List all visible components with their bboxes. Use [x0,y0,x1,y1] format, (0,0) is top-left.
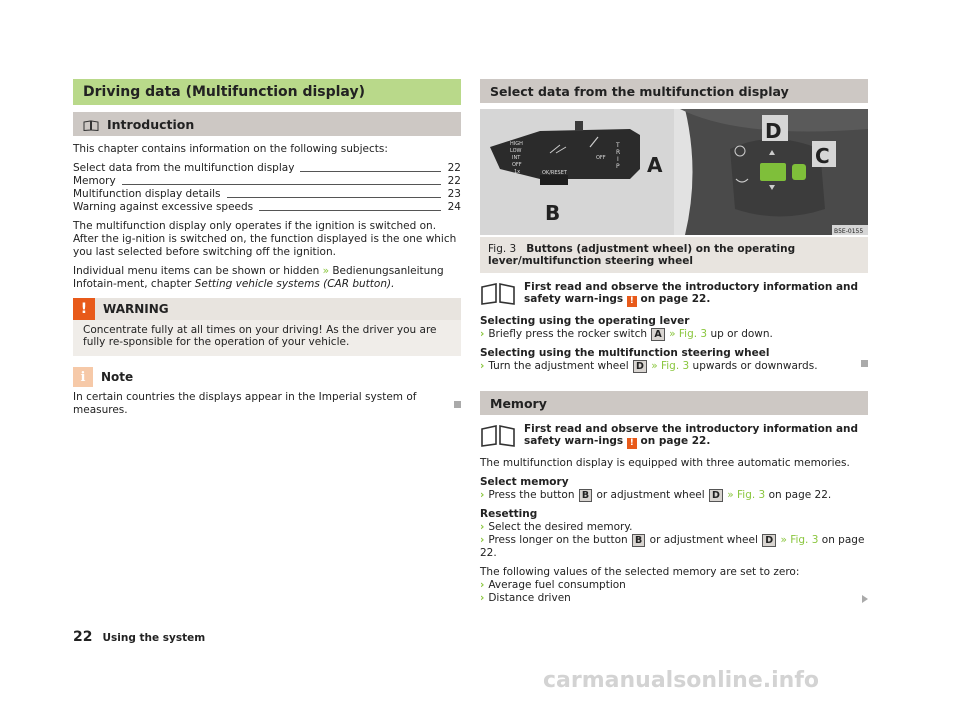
warning-icon: ! [73,298,95,320]
memory-title: Memory [480,391,868,415]
toc-item[interactable]: Multifunction display details 23 [73,188,461,200]
stalk-label: OFF [512,162,522,168]
figure-controls [480,109,868,235]
label-b: B [545,201,561,225]
mf-step: › Turn the adjustment wheel D » Fig. 3 upwards or downwards. [480,360,868,373]
note-header [73,366,461,388]
stalk-label: HIGH [510,141,523,147]
figure-caption: Fig. 3 Buttons (adjustment wheel) on the operating lever/multifunction steering wheel [480,237,868,273]
op-lever-step: › Briefly press the rocker switch A » Fig. 3 up or down. [480,328,773,340]
paragraph-menu-items: Individual menu items can be shown or hidden » Bedienungsanleitung Infotain-ment, chapter Setting vehicle systems (CAR button). [73,265,444,290]
page-number: 22 [73,629,93,645]
label-d: D [765,119,782,143]
intro-heading: Introduction [73,112,461,136]
stalk-label-off: OFF [596,155,606,161]
zero-item: › Distance driven [480,592,868,605]
stalk-label: INT [512,155,521,161]
fig-link[interactable]: » Fig. 3 [669,328,708,340]
toc-item[interactable]: Memory 22 [73,175,461,187]
paragraph-ignition: The multifunction display only operates if the ignition is switched on. After the ig-nition is switched on, the function displayed is the one which you last selected before switching off the ignition. [73,220,457,258]
resetting-heading: Resetting [480,508,538,520]
fig-link[interactable]: » Fig. 3 [780,534,819,546]
section-title: Select data from the multifunction display [480,79,868,103]
watermark: carmanualsonline.info [543,668,819,693]
select-memory-step: › Press the button B or adjustment wheel D » Fig. 3 on page 22. [480,489,832,501]
toc-list [73,162,461,214]
open-book-icon [480,281,516,305]
note-title: Note [101,370,134,384]
reference-link[interactable]: » [322,265,330,277]
figure-code: B5E-0155 [834,228,864,235]
key-b: B [579,489,592,502]
zero-item: › Average fuel consumption [480,579,626,591]
book-icon [83,119,99,130]
reset-step-1: › Select the desired memory. [480,521,633,533]
key-a: A [651,328,664,341]
footer-section: Using the system [102,632,206,644]
toc-item[interactable]: Select data from the multifunction display 22 [73,162,461,174]
left-column [73,79,461,417]
bullet-arrow-icon: › [480,328,485,340]
key-d: D [709,489,723,502]
warning-box-header [73,298,461,320]
memory-intro: The multifunction display is equipped with three automatic memories. [480,457,850,469]
stalk-label-okreset: OK/RESET [542,170,567,176]
stalk-label: LOW [510,148,522,154]
key-d: D [633,360,647,373]
warning-text: Concentrate fully at all times on your driving! As the driver you are fully re-sponsible for the operation of your vehicle. [73,320,461,356]
toc-item[interactable]: Warning against excessive speeds 24 [73,201,461,213]
label-c: C [815,144,830,168]
page-footer [73,629,205,645]
svg-text:T: T [616,142,620,149]
intro-text: This chapter contains information on the following subjects: [73,143,388,155]
op-lever-heading: Selecting using the operating lever [480,315,690,327]
bullet-arrow-icon: › [480,579,485,591]
key-d: D [762,534,776,547]
stalk-label: 1x [514,169,521,175]
section-end-icon [861,360,868,367]
warning-title: WARNING [103,302,169,316]
fig-link[interactable]: » Fig. 3 [727,489,766,501]
bullet-arrow-icon: › [480,521,485,533]
section-end-icon [454,401,461,408]
open-book-icon [480,423,516,447]
svg-text:R: R [616,149,621,156]
select-memory-heading: Select memory [480,476,569,488]
fig-link[interactable]: » Fig. 3 [651,360,690,372]
bullet-arrow-icon: › [480,592,485,604]
memory-read-first-notice: First read and observe the introductory information and safety warn-ings ! on page 22. [480,423,868,449]
figure-illustration [480,109,868,235]
svg-text:I: I [617,156,619,163]
mf-heading: Selecting using the multifunction steering wheel [480,347,770,359]
key-b: B [632,534,645,547]
right-column [480,79,868,605]
zero-intro: The following values of the selected memory are set to zero: [480,566,800,578]
warning-small-icon: ! [627,296,637,307]
label-a: A [647,153,663,177]
bullet-arrow-icon: › [480,360,485,372]
svg-text:P: P [616,163,620,170]
chapter-title: Driving data (Multifunction display) [73,79,461,105]
info-icon: i [73,367,93,387]
read-first-notice: First read and observe the introductory information and safety warn-ings ! on page 22. [480,281,868,307]
bullet-arrow-icon: › [480,489,485,501]
reset-step-2: › Press longer on the button B or adjustment wheel D » Fig. 3 on page 22. [480,534,865,559]
bullet-arrow-icon: › [480,534,485,546]
warning-small-icon: ! [627,438,637,449]
continue-arrow-icon [862,595,868,603]
note-text: In certain countries the displays appear in the Imperial system of measures. [73,391,461,417]
